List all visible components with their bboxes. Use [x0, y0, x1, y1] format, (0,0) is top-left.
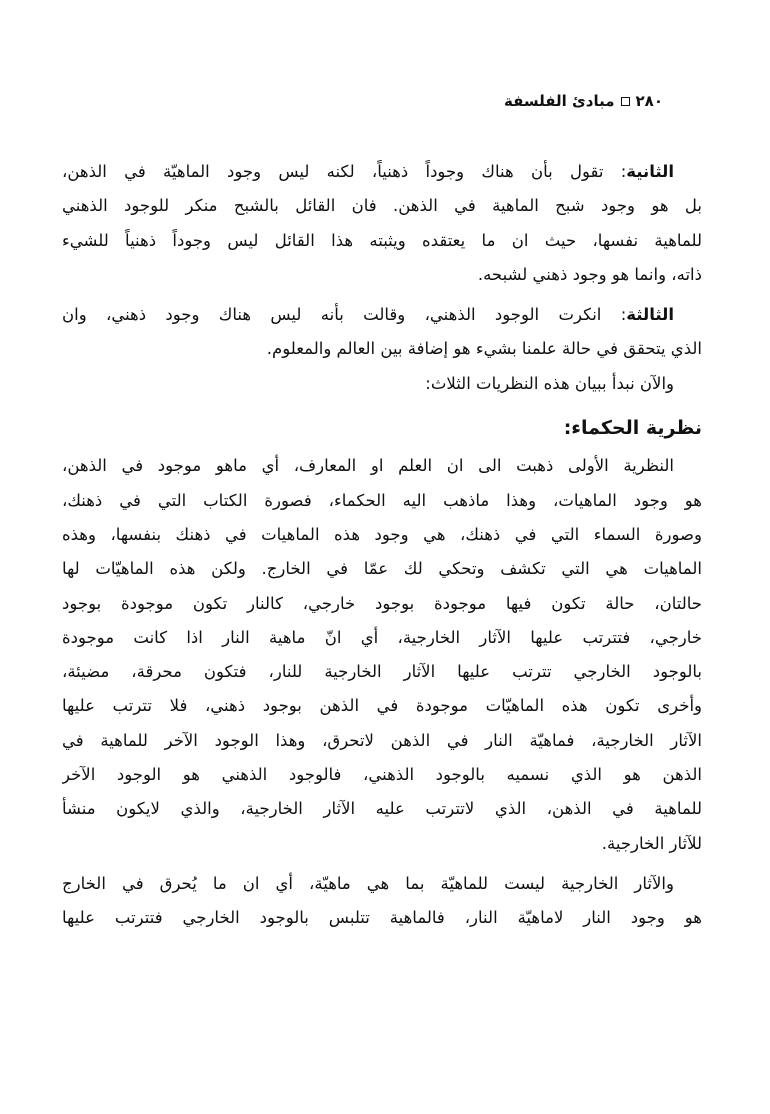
hukama-line: للماهية في الذهن، الذي لاتترتب عليه الآثار الخارجية، والذي لايكون منشأ	[62, 799, 702, 819]
paragraph-label-third: الثالثة	[626, 305, 674, 325]
hukama-line: الذهن هو الذي نسميه بالوجود الذهني، فالوجود الذهني هو الوجود الآخر	[62, 765, 702, 785]
paragraph-second-line: ذاته، وانما هو وجود ذهني لشبحه.	[477, 264, 702, 284]
hukama-line: حالتان، حالة تكون فيها موجودة بوجود خارجي، كالنار تكون موجودة بوجود	[62, 593, 702, 613]
paragraph-label-second: الثانية	[626, 162, 674, 181]
body-text	[62, 155, 702, 936]
hukama-line: الماهيات هي التي تكشف وتحكي لك عمّا في الخارج. ولكن هذه الماهيّات لها	[62, 559, 702, 579]
square-ornament-icon	[621, 97, 630, 106]
intro-line: والآن نبدأ ببيان هذه النظريات الثلاث:	[425, 373, 674, 393]
hukama-line: النظرية الأولى ذهبت الى ان العلم او المعارف، أي ماهو موجود في الذهن،	[62, 456, 674, 476]
paragraph-second-line: للماهية نفسها، حيث ان ما يعتقده ويثبته هذا القائل ليس وجوداً ذهنياً للشيء	[62, 230, 702, 250]
book-title: مبادئ الفلسفة	[503, 92, 615, 110]
paragraph-third-line: الذي يتحقق في حالة علمنا بشيء هو إضافة بين العالم والمعلوم.	[266, 339, 702, 359]
final-paragraph-line: هو وجود النار لاماهيّة النار، فالماهية تتلبس بالوجود الخارجي فتترتب عليها	[62, 908, 702, 928]
page-number: ٢٨٠	[635, 92, 663, 110]
hukama-line: بالوجود الخارجي تترتب عليها الآثار الخارجية للنار، فتكون محرقة، مضيئة،	[62, 662, 702, 682]
hukama-line: خارجي، فتترتب عليها الآثار الخارجية، أي انّ ماهية النار اذا كانت موجودة	[62, 627, 702, 647]
hukama-line: وأخرى تكون هذه الماهيّات موجودة في الذهن بوجود ذهني، فلا تترتب عليها	[62, 696, 702, 716]
paragraph-third-line: الثالثة: انكرت الوجود الذهني، وقالت بأنه ليس هناك وجود ذهني، وان	[62, 305, 674, 325]
hukama-line: وصورة السماء التي في ذهنك، هي وجود هذه الماهيات في ذهنك بنفسها، وهذه	[62, 524, 702, 544]
paragraph-second-line: بل هو وجود شبح الماهية في الذهن. فان القائل بالشبح منكر للوجود الذهني	[62, 196, 702, 216]
running-header	[103, 92, 663, 110]
hukama-line: للآثار الخارجية.	[601, 833, 702, 853]
final-paragraph-line: والآثار الخارجية ليست للماهيّة بما هي ماهيّة، أي ان ما يُحرق في الخارج	[62, 873, 674, 893]
paragraph-second-line: الثانية: تقول بأن هناك وجوداً ذهنياً، لكنه ليس وجود الماهيّة في الذهن،	[62, 162, 674, 181]
hukama-line: هو وجود الماهيات، وهذا ماذهب اليه الحكماء، فصورة الكتاب التي في ذهنك،	[62, 490, 702, 510]
section-heading: نظرية الحكماء:	[563, 417, 702, 440]
hukama-line: الآثار الخارجية، فماهيّة النار في الذهن لاتحرق، وهذا الوجود الآخر للماهية في	[62, 730, 702, 750]
